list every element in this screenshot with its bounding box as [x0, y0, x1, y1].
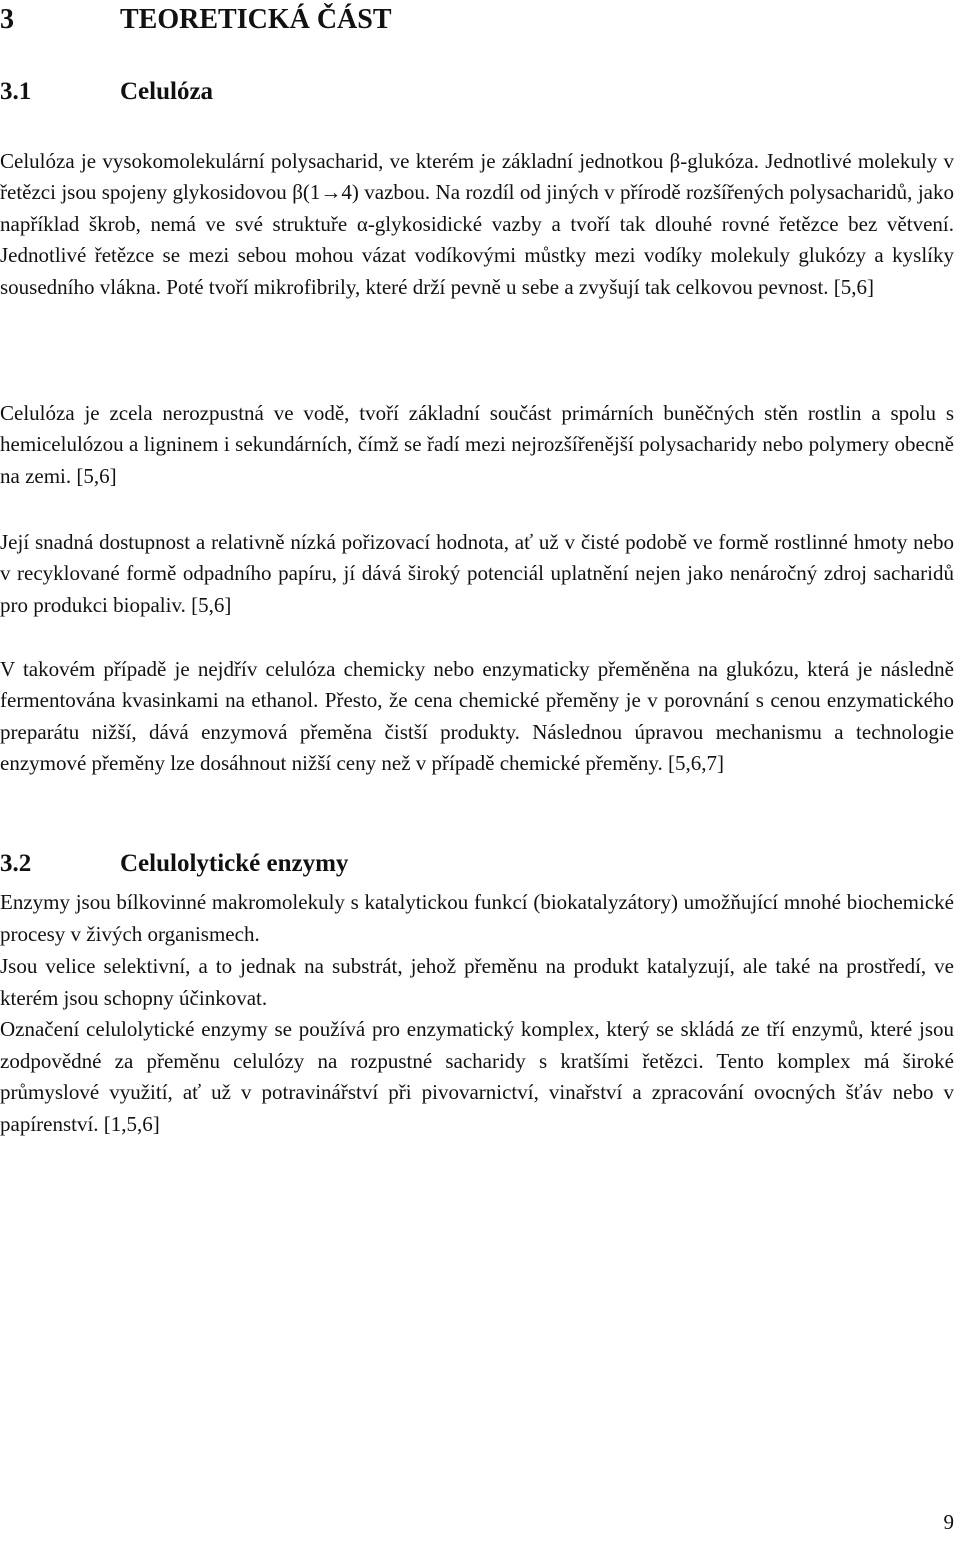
paragraph-celuloza-solubility: Celulóza je zcela nerozpustná ve vodě, tvoří základní součást primárních buněčných stěn rostlin a spolu s hemicelulózou a ligninem i sekundárních, čímž se řadí mezi nejrozšířenější polysacharidy nebo polymery obecně na zemi. [5,6] [0, 401, 954, 488]
section-number: 3.2 [0, 850, 32, 877]
paragraph-celuloza-conversion: V takovém případě je nejdřív celulóza chemicky nebo enzymaticky přeměněna na glukózu, která je následně fermentována kvasinkami na ethanol. Přesto, že cena chemické přeměny je v porovnání s cenou enzymatického preparátu nižší, dává enzymová přeměna čistší produkty. Následnou úpravou mechanismu a technologie enzymové přeměny lze dosáhnout nižší ceny než v případě chemické přeměny. [5,6,7] [0, 657, 954, 776]
chapter-title: TEORETICKÁ ČÁST [120, 4, 392, 35]
section-heading-celulolyticke-enzymy [0, 848, 348, 880]
section-number: 3.1 [0, 78, 32, 105]
paragraph-celuloza-structure: Celulóza je vysokomolekulární polysacharid, ve kterém je základní jednotkou β-glukóza. Jednotlivé molekuly v řetězci jsou spojeny glykosidovou β(1→4) vazbou. Na rozdíl od jiných v přírodě rozšířených polysacharidů, jako například škrob, nemá ve své struktuře α-glykosidické vazby a tvoří tak dlouhé rovné řetězce bez větvení. Jednotlivé řetězce se mezi sebou mohou vázat vodíkovými můstky mezi vodíky molekuly glukózy a kyslíky sousedního vlákna. Poté tvoří mikrofibrily, které drží pevně u sebe a zvyšují tak celkovou pevnost. [5,6] [0, 149, 954, 299]
section-title: Celulolytické enzymy [120, 850, 349, 877]
chapter-number: 3 [0, 4, 14, 35]
section-heading-celuloza [0, 76, 213, 108]
paragraph-enzymy-selectivity: Jsou velice selektivní, a to jednak na substrát, jehož přeměnu na produkt katalyzují, ale také na prostředí, ve kterém jsou schopny účinkovat. [0, 954, 954, 1010]
section-title: Celulóza [120, 78, 214, 105]
paragraph-enzymy-complex: Označení celulolytické enzymy se používá pro enzymatický komplex, který se skládá ze tří enzymů, které jsou zodpovědné za přeměnu celulózy na rozpustné sacharidy s kratšími řetězci. Tento komplex má široké průmyslové využití, ať už v potravinářství při pivovarnictví, vinařství a zpracování ovocných šťáv nebo v papírenství. [1,5,6] [0, 1017, 954, 1136]
paragraph-celuloza-availability: Její snadná dostupnost a relativně nízká pořizovací hodnota, ať už v čisté podobě ve formě rostlinné hmoty nebo v recyklované formě odpadního papíru, jí dává široký potenciál uplatnění nejen jako nenáročný zdroj sacharidů pro produkci biopaliv. [5,6] [0, 530, 954, 617]
chapter-heading [0, 2, 392, 38]
page-number: 9 [943, 1510, 954, 1534]
paragraph-enzymy-definition: Enzymy jsou bílkovinné makromolekuly s katalytickou funkcí (biokatalyzátory) umožňující mnohé biochemické procesy v živých organismech. [0, 890, 954, 946]
